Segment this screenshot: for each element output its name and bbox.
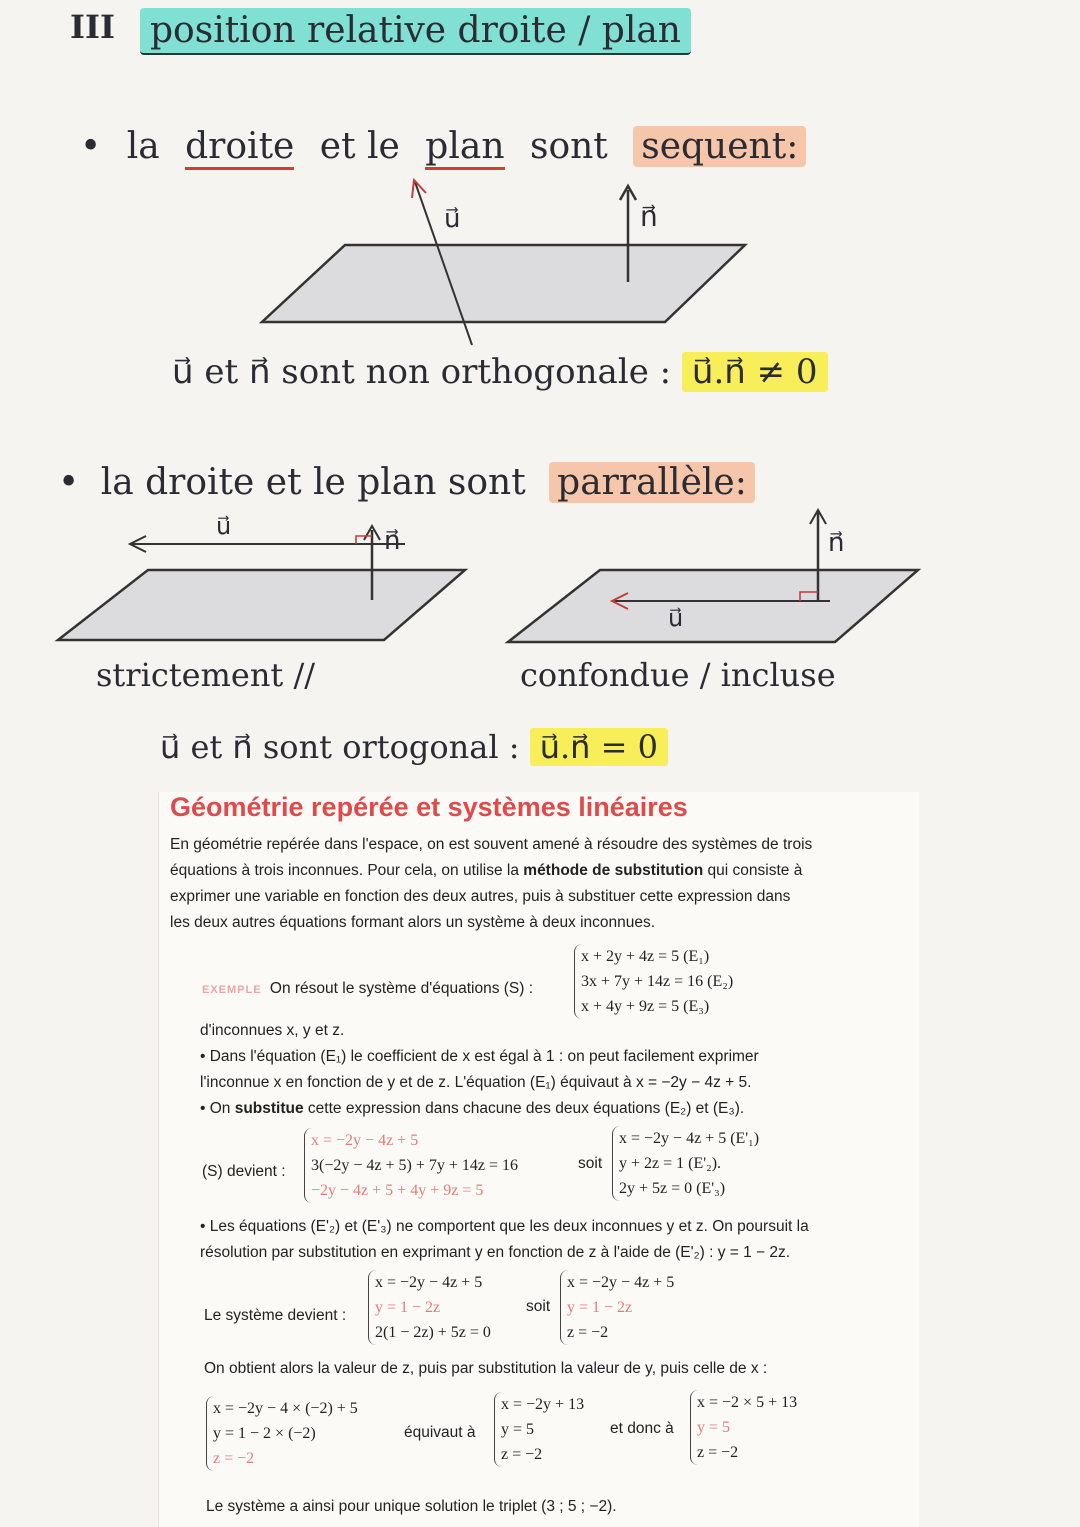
case2-vec-u-right: u⃗: [668, 604, 684, 632]
case1-vec-n: n⃗: [640, 200, 658, 233]
case1-bullet: •: [80, 126, 102, 167]
case2-text: la droite et le plan sont: [100, 462, 526, 503]
parallel-plane-right: [508, 570, 918, 642]
parallel-plane-left: [58, 570, 465, 640]
label-strictement: strictement //: [96, 656, 316, 694]
system-A: x = −2y − 4z + 5 3(−2y − 4z + 5) + 7y + 14z = 16 −2y − 4z + 5 + 4y + 9z = 5: [304, 1128, 518, 1203]
section-numeral: III: [70, 8, 115, 46]
donc-label: et donc à: [610, 1420, 674, 1437]
system-G: x = −2 × 5 + 13 y = 5 z = −2: [690, 1390, 797, 1465]
case1-text-b: et le: [319, 126, 400, 167]
step3-line-a: • Les équations (E'₂) et (E'₃) ne comportent que les deux inconnues y et z. On poursuit la: [200, 1218, 809, 1235]
sys-devient-label: Le système devient :: [204, 1307, 347, 1324]
label-confondue: confondue / incluse: [520, 656, 836, 694]
step4: On obtient alors la valeur de z, puis par substitution la valeur de y, puis celle de x :: [204, 1360, 768, 1377]
example-text: On résout le système d'équations (S) :: [269, 980, 534, 997]
case2-vec-n-left: n⃗: [384, 526, 401, 556]
intro-line-1: En géométrie repérée dans l'espace, on est souvent amené à résoudre des systèmes de trois: [170, 836, 813, 853]
system-C: x = −2y − 4z + 5 y = 1 − 2z 2(1 − 2z) + 5z = 0: [368, 1270, 491, 1345]
printed-title: Géométrie repérée et systèmes linéaires: [170, 792, 688, 822]
step3-line-b: résolution par substitution en exprimant y en fonction de z à l'aide de (E'₂) : y = 1 − 2z.: [200, 1244, 791, 1261]
system-F: x = −2y + 13 y = 5 z = −2: [494, 1392, 584, 1467]
soit-label: soit: [578, 1155, 603, 1172]
s-devient-label: (S) devient :: [202, 1163, 286, 1180]
case1-word-droite: droite: [185, 126, 294, 170]
section-title-text: position relative droite / plan: [140, 8, 691, 55]
step3: [200, 1214, 900, 1266]
case1-vec-u: u⃗: [444, 204, 461, 234]
system-D: x = −2y − 4z + 5 y = 1 − 2z z = −2: [560, 1270, 674, 1345]
case1-word-plan: plan: [425, 126, 504, 170]
intro-line-4: les deux autres équations formant alors un système à deux inconnues.: [170, 914, 656, 931]
case2-bullet: •: [58, 462, 80, 503]
unknowns-line: d'inconnues x, y et z.: [200, 1022, 345, 1039]
case2-vec-n-right: n⃗: [828, 528, 845, 558]
intro-line-3: exprimer une variable en fonction des deux autres, puis à substituer cette expression dans: [170, 888, 791, 905]
step1-line-b: l'inconnue x en fonction de y et de z. L'équation (E₁) équivaut à x = −2y − 4z + 5.: [200, 1074, 752, 1091]
case1-text-a: la: [126, 126, 160, 167]
intro-line-2: équations à trois inconnues. Pour cela, on utilise la méthode de substitution qui consiste à: [170, 862, 803, 879]
step2-line: • On substitue cette expression dans chacune des deux équations (E₂) et (E₃).: [200, 1100, 745, 1117]
system-B: x = −2y − 4z + 5 (E'₁) y + 2z = 1 (E'₂). 2y + 5z = 0 (E'₃): [612, 1126, 759, 1201]
conclusion: Le système a ainsi pour unique solution le triplet (3 ; 5 ; −2).: [206, 1498, 617, 1515]
case2-formula: u⃗.n⃗ = 0: [530, 728, 668, 766]
case1-caption: u⃗ et n⃗ sont non orthogonale :: [172, 352, 672, 392]
example-tag: EXEMPLE: [202, 984, 262, 996]
case1-formula: u⃗.n⃗ ≠ 0: [682, 352, 828, 392]
example-label: [202, 980, 533, 998]
printed-intro: [170, 832, 910, 936]
case2-caption-line: [160, 728, 668, 766]
printed-steps: [200, 1018, 900, 1122]
step1-line-a: • Dans l'équation (E₁) le coefficient de x est égal à 1 : on peut facilement exprimer: [200, 1048, 759, 1065]
system-E: x = −2y − 4 × (−2) + 5 y = 1 − 2 × (−2) z = −2: [206, 1396, 358, 1471]
case2-vec-u-left: u⃗: [216, 512, 232, 540]
system-S: x + 2y + 4z = 5 (E₁) 3x + 7y + 14z = 16 (E₂) x + 4y + 9z = 5 (E₃): [574, 944, 733, 1019]
case2-caption: u⃗ et n⃗ sont ortogonal :: [160, 728, 520, 766]
soit2-label: soit: [526, 1298, 551, 1315]
case1-word-highlight: sequent:: [633, 126, 806, 167]
equivaut-label: équivaut à: [404, 1424, 476, 1441]
case1-text-c: sont: [529, 126, 608, 167]
case2-word-highlight: parrallèle:: [549, 462, 755, 503]
